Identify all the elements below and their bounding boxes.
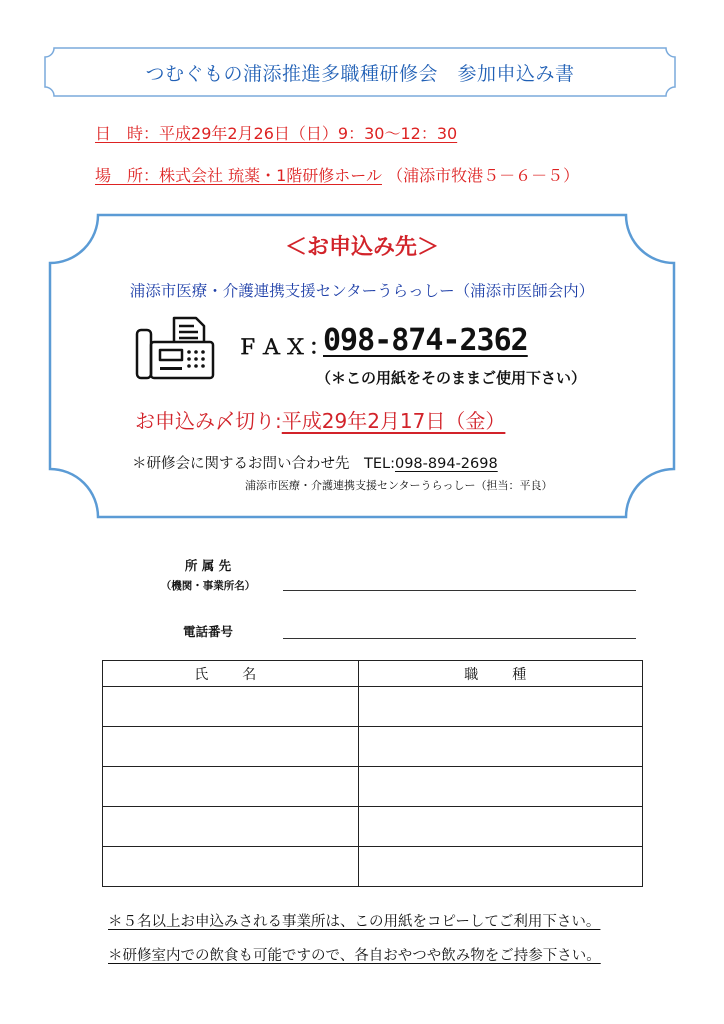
date-value: 平成29年2月26日（日）9：30～12：30	[159, 124, 458, 143]
deadline-line	[135, 405, 505, 434]
table-row	[103, 687, 643, 727]
name-cell[interactable]	[103, 687, 359, 727]
fax-note: （＊この用紙をそのままご使用下さい）	[316, 369, 587, 387]
inquiry-label: ＊研修会に関するお問い合わせ先 TEL:	[132, 456, 395, 472]
date-label: 日 時：	[95, 124, 160, 143]
name-cell[interactable]	[103, 727, 359, 767]
table-row	[103, 767, 643, 807]
fax-label: ＦＡＸ：	[237, 335, 333, 359]
deadline-label: お申込み〆切り:	[135, 409, 282, 433]
fax-machine-icon	[134, 314, 216, 382]
fax-number: 098-874-2362	[323, 323, 528, 358]
occupation-cell[interactable]	[358, 727, 642, 767]
place-address: （浦添市牧港５－６－５）	[387, 166, 580, 185]
phone-label: 電話番号	[182, 624, 233, 639]
table-header-row	[103, 661, 643, 687]
phone-field[interactable]	[283, 638, 636, 639]
place-line	[95, 163, 579, 186]
participant-table	[102, 660, 643, 887]
date-line	[95, 121, 457, 144]
name-cell[interactable]	[103, 807, 359, 847]
note-bring-snacks	[108, 944, 601, 965]
occupation-cell[interactable]	[358, 687, 642, 727]
occupation-cell[interactable]	[358, 847, 642, 887]
table-row	[103, 727, 643, 767]
place-value: 株式会社 琉薬・1階研修ホール	[159, 166, 382, 185]
note-text: ＊研修室内での飲食も可能ですので、各自おやつや飲み物をご持参下さい。	[108, 948, 601, 964]
name-column-header: 氏 名	[103, 661, 359, 687]
occupation-column-header: 職 種	[358, 661, 642, 687]
note-text: ＊５名以上お申込みされる事業所は、この用紙をコピーしてご利用下さい。	[108, 914, 601, 930]
page-title: つむぐもの浦添推進多職種研修会 参加申込み書	[145, 62, 575, 85]
affiliation-sub-label: （機関・事業所名）	[160, 580, 256, 592]
affiliation-label: 所 属 先	[184, 558, 232, 573]
name-cell[interactable]	[103, 847, 359, 887]
table-row	[103, 807, 643, 847]
deadline-value: 平成29年2月17日（金）	[281, 409, 506, 433]
contact-heading: ＜お申込み先＞	[284, 235, 439, 260]
place-label: 場 所：	[95, 166, 160, 185]
name-cell[interactable]	[103, 767, 359, 807]
inquiry-tel: 098-894-2698	[394, 456, 498, 472]
affiliation-field[interactable]	[283, 590, 636, 591]
table-row	[103, 847, 643, 887]
inquiry-line	[132, 452, 498, 473]
inquiry-contact-person: 浦添市医療・介護連携支援センターうらっしー（担当：平良）	[245, 479, 553, 492]
contact-organization: 浦添市医療・介護連携支援センターうらっしー（浦添市医師会内）	[129, 282, 595, 300]
occupation-cell[interactable]	[358, 807, 642, 847]
note-copy-form	[108, 910, 600, 931]
occupation-cell[interactable]	[358, 767, 642, 807]
